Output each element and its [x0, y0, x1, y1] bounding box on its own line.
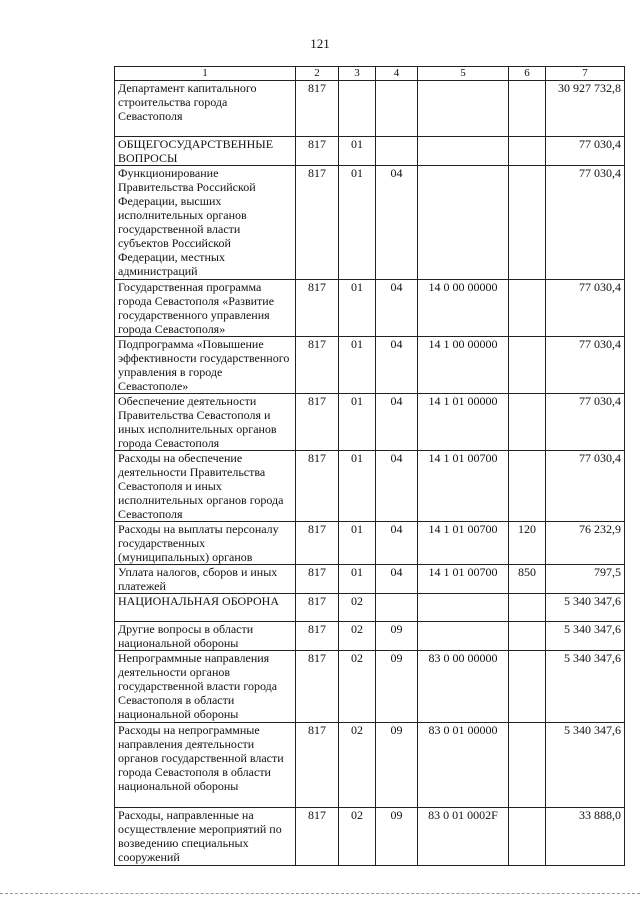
amount-cell: 5 340 347,6 — [546, 622, 625, 651]
subsection-code-cell: 04 — [376, 394, 418, 451]
section-code-cell: 01 — [339, 137, 376, 166]
amount-cell: 77 030,4 — [546, 280, 625, 337]
section-code-cell: 02 — [339, 808, 376, 866]
ministry-code-cell: 817 — [296, 81, 339, 137]
target-article-code-cell: 14 1 01 00700 — [418, 522, 509, 565]
ministry-code-cell: 817 — [296, 451, 339, 522]
expense-type-code-cell — [509, 451, 546, 522]
amount-cell: 5 340 347,6 — [546, 594, 625, 622]
ministry-code-cell: 817 — [296, 808, 339, 866]
ministry-code-cell: 817 — [296, 723, 339, 808]
target-article-code-cell: 83 0 01 0002F — [418, 808, 509, 866]
subsection-code-cell — [376, 137, 418, 166]
amount-cell: 77 030,4 — [546, 337, 625, 394]
subsection-code-cell: 04 — [376, 522, 418, 565]
column-number-6: 6 — [509, 67, 546, 81]
table-row — [115, 451, 625, 522]
ministry-code-cell: 817 — [296, 166, 339, 280]
section-code-cell: 01 — [339, 565, 376, 594]
ministry-code-cell: 817 — [296, 337, 339, 394]
table-row — [115, 651, 625, 723]
expense-type-code-cell — [509, 651, 546, 723]
amount-cell: 77 030,4 — [546, 166, 625, 280]
column-number-7: 7 — [546, 67, 625, 81]
ministry-code-cell: 817 — [296, 594, 339, 622]
subsection-code-cell — [376, 81, 418, 137]
item-name-cell: Подпрограмма «Повышение эффективности государственного управления в городе Севастополе» — [115, 337, 296, 394]
amount-cell: 77 030,4 — [546, 451, 625, 522]
section-code-cell: 02 — [339, 723, 376, 808]
target-article-code-cell — [418, 594, 509, 622]
section-code-cell: 01 — [339, 394, 376, 451]
table-row — [115, 522, 625, 565]
expense-type-code-cell: 850 — [509, 565, 546, 594]
subsection-code-cell: 04 — [376, 280, 418, 337]
item-name-cell: Расходы на выплаты персоналу государственных (муниципальных) органов — [115, 522, 296, 565]
table-row — [115, 81, 625, 137]
item-name-cell: Другие вопросы в области национальной обороны — [115, 622, 296, 651]
amount-cell: 797,5 — [546, 565, 625, 594]
amount-cell: 33 888,0 — [546, 808, 625, 866]
section-code-cell: 01 — [339, 166, 376, 280]
target-article-code-cell: 83 0 00 00000 — [418, 651, 509, 723]
subsection-code-cell: 04 — [376, 166, 418, 280]
budget-table — [114, 66, 625, 866]
table-row — [115, 280, 625, 337]
column-number-3: 3 — [339, 67, 376, 81]
column-number-row — [115, 67, 625, 81]
ministry-code-cell: 817 — [296, 651, 339, 723]
column-number-4: 4 — [376, 67, 418, 81]
item-name-cell: Уплата налогов, сборов и иных платежей — [115, 565, 296, 594]
section-code-cell — [339, 81, 376, 137]
subsection-code-cell: 04 — [376, 451, 418, 522]
section-code-cell: 01 — [339, 280, 376, 337]
target-article-code-cell — [418, 166, 509, 280]
section-code-cell: 01 — [339, 451, 376, 522]
ministry-code-cell: 817 — [296, 280, 339, 337]
target-article-code-cell: 14 1 01 00700 — [418, 565, 509, 594]
item-name-cell: Расходы на непрограммные направления деятельности органов государственной власти города Севастополя в области национальной обороны — [115, 723, 296, 808]
expense-type-code-cell — [509, 337, 546, 394]
item-name-cell: Государственная программа города Севастополя «Развитие государственного управления города Севастополя» — [115, 280, 296, 337]
column-number-1: 1 — [115, 67, 296, 81]
expense-type-code-cell — [509, 723, 546, 808]
table-row — [115, 622, 625, 651]
expense-type-code-cell — [509, 622, 546, 651]
item-name-cell: Расходы на обеспечение деятельности Правительства Севастополя и иных исполнительных органов города Севастополя — [115, 451, 296, 522]
expense-type-code-cell — [509, 166, 546, 280]
subsection-code-cell: 04 — [376, 337, 418, 394]
item-name-cell: Функционирование Правительства Российской Федерации, высших исполнительных органов государственной власти субъектов Российской Федерации, местных администраций — [115, 166, 296, 280]
target-article-code-cell: 14 1 01 00700 — [418, 451, 509, 522]
item-name-cell: НАЦИОНАЛЬНАЯ ОБОРОНА — [115, 594, 296, 622]
expense-type-code-cell — [509, 808, 546, 866]
section-code-cell: 01 — [339, 337, 376, 394]
section-code-cell: 01 — [339, 522, 376, 565]
amount-cell: 5 340 347,6 — [546, 723, 625, 808]
ministry-code-cell: 817 — [296, 565, 339, 594]
expense-type-code-cell — [509, 137, 546, 166]
amount-cell: 5 340 347,6 — [546, 651, 625, 723]
expense-type-code-cell — [509, 594, 546, 622]
column-number-2: 2 — [296, 67, 339, 81]
page-bottom-rule — [0, 893, 640, 894]
subsection-code-cell: 09 — [376, 808, 418, 866]
table-row — [115, 394, 625, 451]
subsection-code-cell: 09 — [376, 651, 418, 723]
table-row — [115, 808, 625, 866]
amount-cell: 30 927 732,8 — [546, 81, 625, 137]
expense-type-code-cell — [509, 81, 546, 137]
expense-type-code-cell — [509, 394, 546, 451]
page-number: 121 — [310, 36, 330, 51]
table-row — [115, 337, 625, 394]
table-row — [115, 723, 625, 808]
ministry-code-cell: 817 — [296, 137, 339, 166]
item-name-cell: Департамент капитального строительства города Севастополя — [115, 81, 296, 137]
target-article-code-cell: 14 0 00 00000 — [418, 280, 509, 337]
section-code-cell: 02 — [339, 594, 376, 622]
item-name-cell: Расходы, направленные на осуществление мероприятий по возведению специальных сооружений — [115, 808, 296, 866]
item-name-cell: Непрограммные направления деятельности органов государственной власти города Севастополя в области национальной обороны — [115, 651, 296, 723]
subsection-code-cell — [376, 594, 418, 622]
subsection-code-cell: 09 — [376, 622, 418, 651]
column-number-5: 5 — [418, 67, 509, 81]
expense-type-code-cell: 120 — [509, 522, 546, 565]
ministry-code-cell: 817 — [296, 622, 339, 651]
table-row — [115, 565, 625, 594]
subsection-code-cell: 09 — [376, 723, 418, 808]
table-row — [115, 594, 625, 622]
amount-cell: 77 030,4 — [546, 394, 625, 451]
target-article-code-cell — [418, 81, 509, 137]
section-code-cell: 02 — [339, 651, 376, 723]
table-row — [115, 137, 625, 166]
target-article-code-cell — [418, 137, 509, 166]
target-article-code-cell: 83 0 01 00000 — [418, 723, 509, 808]
section-code-cell: 02 — [339, 622, 376, 651]
amount-cell: 76 232,9 — [546, 522, 625, 565]
table-row — [115, 166, 625, 280]
target-article-code-cell: 14 1 00 00000 — [418, 337, 509, 394]
ministry-code-cell: 817 — [296, 522, 339, 565]
target-article-code-cell — [418, 622, 509, 651]
expense-type-code-cell — [509, 280, 546, 337]
subsection-code-cell: 04 — [376, 565, 418, 594]
amount-cell: 77 030,4 — [546, 137, 625, 166]
ministry-code-cell: 817 — [296, 394, 339, 451]
item-name-cell: ОБЩЕГОСУДАРСТВЕННЫЕ ВОПРОСЫ — [115, 137, 296, 166]
target-article-code-cell: 14 1 01 00000 — [418, 394, 509, 451]
item-name-cell: Обеспечение деятельности Правительства Севастополя и иных исполнительных органов города Севастополя — [115, 394, 296, 451]
